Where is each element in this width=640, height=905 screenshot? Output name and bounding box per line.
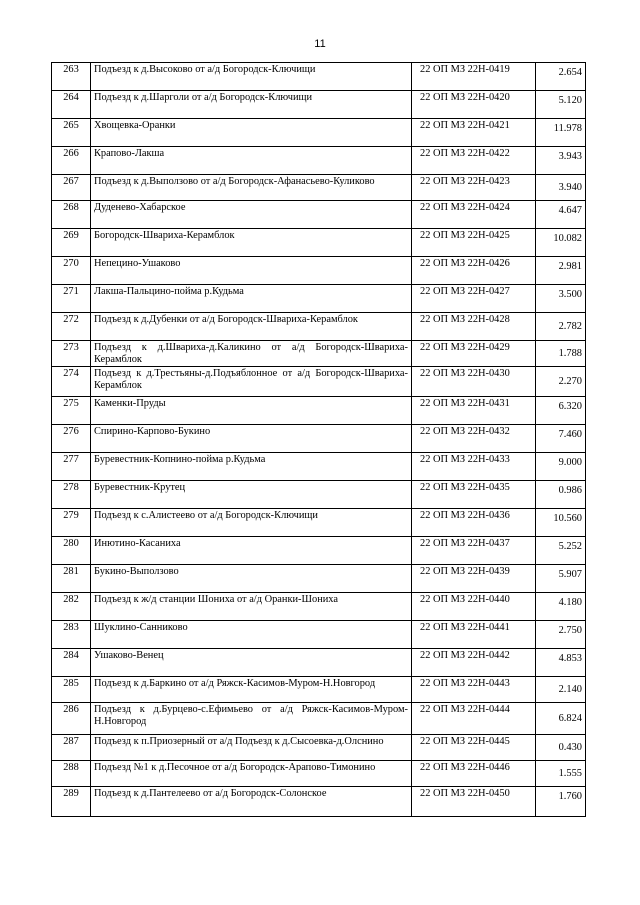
road-name: Подъезд к д.Швариха-д.Каликино от а/д Богородск-Швариха-Керамблок bbox=[91, 341, 412, 367]
row-number: 271 bbox=[52, 285, 91, 313]
road-code: 22 ОП МЗ 22Н-0440 bbox=[412, 593, 536, 621]
road-name: Подъезд к д.Выползово от а/д Богородск-Афанасьево-Куликово bbox=[91, 175, 412, 201]
row-number: 264 bbox=[52, 91, 91, 119]
row-number: 272 bbox=[52, 313, 91, 341]
road-name: Подъезд к ж/д станции Шониха от а/д Оранки-Шониха bbox=[91, 593, 412, 621]
road-code: 22 ОП МЗ 22Н-0446 bbox=[412, 761, 536, 787]
road-length: 3.943 bbox=[536, 147, 586, 175]
roads-table bbox=[51, 62, 586, 817]
row-number: 268 bbox=[52, 201, 91, 229]
road-code: 22 ОП МЗ 22Н-0420 bbox=[412, 91, 536, 119]
road-code: 22 ОП МЗ 22Н-0441 bbox=[412, 621, 536, 649]
road-length: 5.907 bbox=[536, 565, 586, 593]
road-name: Буревестник-Копнино-пойма р.Кудьма bbox=[91, 453, 412, 481]
row-number: 274 bbox=[52, 367, 91, 397]
row-number: 286 bbox=[52, 703, 91, 735]
road-code: 22 ОП МЗ 22Н-0445 bbox=[412, 735, 536, 761]
road-code: 22 ОП МЗ 22Н-0425 bbox=[412, 229, 536, 257]
row-number: 281 bbox=[52, 565, 91, 593]
roads-table-body bbox=[52, 63, 586, 817]
road-name: Букино-Выползово bbox=[91, 565, 412, 593]
table-row bbox=[52, 453, 586, 481]
road-name: Подъезд к д.Баркино от а/д Ряжск-Касимов-Муром-Н.Новгород bbox=[91, 677, 412, 703]
road-name: Лакша-Пальцино-пойма р.Кудьма bbox=[91, 285, 412, 313]
table-row bbox=[52, 229, 586, 257]
row-number: 276 bbox=[52, 425, 91, 453]
road-length: 3.500 bbox=[536, 285, 586, 313]
road-code: 22 ОП МЗ 22Н-0422 bbox=[412, 147, 536, 175]
road-code: 22 ОП МЗ 22Н-0424 bbox=[412, 201, 536, 229]
table-row bbox=[52, 397, 586, 425]
road-code: 22 ОП МЗ 22Н-0419 bbox=[412, 63, 536, 91]
road-length: 5.120 bbox=[536, 91, 586, 119]
road-code: 22 ОП МЗ 22Н-0429 bbox=[412, 341, 536, 367]
road-name: Хвощевка-Оранки bbox=[91, 119, 412, 147]
table-row bbox=[52, 285, 586, 313]
road-length: 5.252 bbox=[536, 537, 586, 565]
table-row bbox=[52, 621, 586, 649]
table-row bbox=[52, 257, 586, 285]
road-length: 6.320 bbox=[536, 397, 586, 425]
road-code: 22 ОП МЗ 22Н-0432 bbox=[412, 425, 536, 453]
table-row bbox=[52, 63, 586, 91]
road-name: Шуклино-Санниково bbox=[91, 621, 412, 649]
row-number: 270 bbox=[52, 257, 91, 285]
road-name: Непецино-Ушаково bbox=[91, 257, 412, 285]
road-length: 7.460 bbox=[536, 425, 586, 453]
road-length: 10.082 bbox=[536, 229, 586, 257]
table-row bbox=[52, 787, 586, 817]
row-number: 278 bbox=[52, 481, 91, 509]
row-number: 265 bbox=[52, 119, 91, 147]
table-row bbox=[52, 537, 586, 565]
road-name: Подъезд к д.Трестьяны-д.Подъяблонное от а/д Богородск-Швариха-Керамблок bbox=[91, 367, 412, 397]
row-number: 288 bbox=[52, 761, 91, 787]
road-name: Инютино-Касаниха bbox=[91, 537, 412, 565]
road-name: Крапово-Лакша bbox=[91, 147, 412, 175]
table-row bbox=[52, 425, 586, 453]
table-row bbox=[52, 481, 586, 509]
row-number: 284 bbox=[52, 649, 91, 677]
table-row bbox=[52, 341, 586, 367]
road-name: Подъезд к с.Алистеево от а/д Богородск-Ключищи bbox=[91, 509, 412, 537]
row-number: 269 bbox=[52, 229, 91, 257]
road-length: 2.654 bbox=[536, 63, 586, 91]
road-length: 6.824 bbox=[536, 703, 586, 735]
road-name: Подъезд к д.Пантелеево от а/д Богородск-Солонское bbox=[91, 787, 412, 817]
road-length: 1.760 bbox=[536, 787, 586, 817]
road-name: Ушаково-Венец bbox=[91, 649, 412, 677]
table-row bbox=[52, 761, 586, 787]
road-code: 22 ОП МЗ 22Н-0442 bbox=[412, 649, 536, 677]
road-length: 3.940 bbox=[536, 175, 586, 201]
row-number: 289 bbox=[52, 787, 91, 817]
road-code: 22 ОП МЗ 22Н-0426 bbox=[412, 257, 536, 285]
row-number: 273 bbox=[52, 341, 91, 367]
road-name: Подъезд к п.Приозерный от а/д Подъезд к д.Сысоевка-д.Олснино bbox=[91, 735, 412, 761]
road-code: 22 ОП МЗ 22Н-0450 bbox=[412, 787, 536, 817]
row-number: 263 bbox=[52, 63, 91, 91]
road-code: 22 ОП МЗ 22Н-0437 bbox=[412, 537, 536, 565]
road-length: 2.750 bbox=[536, 621, 586, 649]
table-row bbox=[52, 367, 586, 397]
table-row bbox=[52, 649, 586, 677]
road-length: 0.430 bbox=[536, 735, 586, 761]
road-code: 22 ОП МЗ 22Н-0436 bbox=[412, 509, 536, 537]
road-name: Богородск-Швариха-Керамблок bbox=[91, 229, 412, 257]
road-length: 4.647 bbox=[536, 201, 586, 229]
road-code: 22 ОП МЗ 22Н-0427 bbox=[412, 285, 536, 313]
table-row bbox=[52, 91, 586, 119]
road-length: 2.270 bbox=[536, 367, 586, 397]
table-row bbox=[52, 175, 586, 201]
table-row bbox=[52, 703, 586, 735]
road-name: Дуденево-Хабарское bbox=[91, 201, 412, 229]
road-name: Подъезд №1 к д.Песочное от а/д Богородск-Араповo-Тимонино bbox=[91, 761, 412, 787]
road-length: 1.788 bbox=[536, 341, 586, 367]
row-number: 275 bbox=[52, 397, 91, 425]
road-length: 11.978 bbox=[536, 119, 586, 147]
road-length: 2.782 bbox=[536, 313, 586, 341]
table-row bbox=[52, 313, 586, 341]
row-number: 280 bbox=[52, 537, 91, 565]
road-code: 22 ОП МЗ 22Н-0435 bbox=[412, 481, 536, 509]
road-name: Каменки-Пруды bbox=[91, 397, 412, 425]
row-number: 279 bbox=[52, 509, 91, 537]
row-number: 277 bbox=[52, 453, 91, 481]
page-number: 11 bbox=[314, 38, 326, 50]
row-number: 267 bbox=[52, 175, 91, 201]
road-length: 10.560 bbox=[536, 509, 586, 537]
road-length: 0.986 bbox=[536, 481, 586, 509]
road-name: Подъезд к д.Высоково от а/д Богородск-Ключищи bbox=[91, 63, 412, 91]
table-row bbox=[52, 593, 586, 621]
table-row bbox=[52, 201, 586, 229]
road-length: 2.981 bbox=[536, 257, 586, 285]
road-name: Буревестник-Крутец bbox=[91, 481, 412, 509]
road-code: 22 ОП МЗ 22Н-0433 bbox=[412, 453, 536, 481]
table-row bbox=[52, 509, 586, 537]
road-name: Спирино-Карпово-Букино bbox=[91, 425, 412, 453]
road-code: 22 ОП МЗ 22Н-0421 bbox=[412, 119, 536, 147]
row-number: 282 bbox=[52, 593, 91, 621]
road-code: 22 ОП МЗ 22Н-0423 bbox=[412, 175, 536, 201]
row-number: 283 bbox=[52, 621, 91, 649]
table-row bbox=[52, 119, 586, 147]
road-code: 22 ОП МЗ 22Н-0443 bbox=[412, 677, 536, 703]
road-code: 22 ОП МЗ 22Н-0431 bbox=[412, 397, 536, 425]
road-code: 22 ОП МЗ 22Н-0428 bbox=[412, 313, 536, 341]
road-name: Подъезд к д.Бурцево-с.Ефимьево от а/д Ряжск-Касимов-Муром-Н.Новгород bbox=[91, 703, 412, 735]
row-number: 287 bbox=[52, 735, 91, 761]
road-length: 9.000 bbox=[536, 453, 586, 481]
table-row bbox=[52, 735, 586, 761]
road-length: 2.140 bbox=[536, 677, 586, 703]
row-number: 266 bbox=[52, 147, 91, 175]
road-name: Подъезд к д.Шарголи от а/д Богородск-Ключищи bbox=[91, 91, 412, 119]
table-row bbox=[52, 147, 586, 175]
road-name: Подъезд к д.Дубенки от а/д Богородск-Швариха-Керамблок bbox=[91, 313, 412, 341]
table-row bbox=[52, 677, 586, 703]
road-code: 22 ОП МЗ 22Н-0439 bbox=[412, 565, 536, 593]
road-length: 1.555 bbox=[536, 761, 586, 787]
table-row bbox=[52, 565, 586, 593]
road-code: 22 ОП МЗ 22Н-0430 bbox=[412, 367, 536, 397]
road-code: 22 ОП МЗ 22Н-0444 bbox=[412, 703, 536, 735]
road-length: 4.853 bbox=[536, 649, 586, 677]
row-number: 285 bbox=[52, 677, 91, 703]
road-length: 4.180 bbox=[536, 593, 586, 621]
